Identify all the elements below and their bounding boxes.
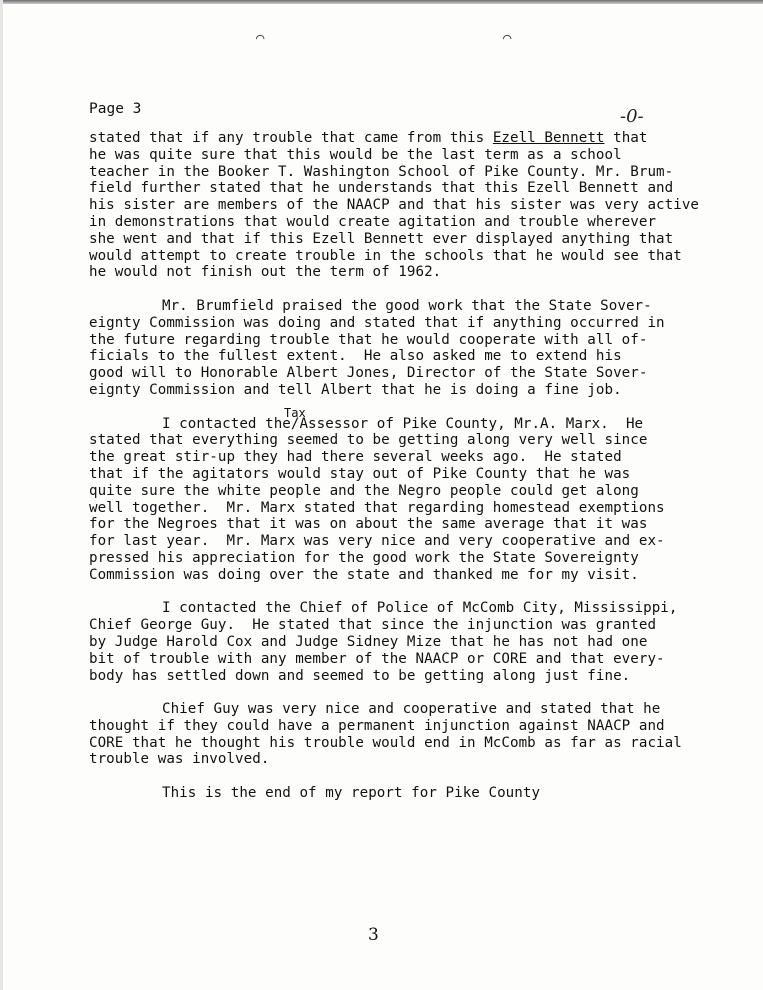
text-line: stated that if any trouble that came from this Ezell Bennett that — [89, 130, 648, 146]
text-line: eignty Commission was doing and stated that if anything occurred in — [89, 314, 665, 331]
text-line: thought if they could have a permanent injunction against NAACP and — [89, 717, 665, 734]
scan-left-edge — [0, 0, 3, 990]
text-line: the great stir-up they had there several weeks ago. He stated — [89, 449, 622, 466]
scan-mark: ⌒ — [256, 30, 265, 46]
page-number: 3 — [368, 925, 379, 945]
text-line: that if the agitators would stay out of Pike County that he was — [89, 465, 631, 482]
text-line: would attempt to create trouble in the schools that he would see that — [89, 247, 682, 264]
scan-mark: ⌒ — [503, 30, 512, 46]
text-line: his sister are members of the NAACP and that his sister was very active — [89, 197, 700, 214]
text-line: ficials to the fullest extent. He also asked me to extend his — [89, 348, 622, 365]
text-line: for the Negroes that it was on about the same average that it was — [89, 516, 648, 533]
text-line: Commission was doing over the state and thanked me for my visit. — [89, 566, 639, 583]
page-label: Page 3 — [89, 101, 142, 117]
handwritten-insertion: Tax — [284, 405, 306, 420]
text-line: field further stated that he understands that this Ezell Bennett and — [89, 180, 674, 197]
paragraph — [89, 298, 749, 399]
text-line: trouble was involved. — [89, 751, 270, 768]
paragraph — [89, 785, 749, 802]
text-line: Chief George Guy. He stated that since the injunction was granted — [89, 617, 657, 634]
report-body — [89, 130, 749, 819]
text-line: in demonstrations that would create agitation and trouble wherever — [89, 213, 657, 230]
text-line: CORE that he thought his trouble would end in McComb as far as racial — [89, 734, 682, 751]
text-line: he would not finish out the term of 1962. — [89, 264, 442, 281]
text-line: teacher in the Booker T. Washington School of Pike County. Mr. Brum- — [89, 163, 674, 180]
text-line: This is the end of my report for Pike County — [162, 785, 541, 802]
text-line: body has settled down and seemed to be getting along just fine. — [89, 667, 631, 684]
handwritten-mark: -0- — [620, 106, 644, 127]
paragraph — [89, 405, 749, 584]
text-line: quite sure the white people and the Negro people could get along — [89, 482, 639, 499]
text-line: I contacted the/Assessor of Pike County, Mr.A. Marx. He — [162, 415, 644, 432]
underlined-name: Ezell Bennett — [492, 130, 605, 146]
text-line: eignty Commission and tell Albert that he is doing a fine job. — [89, 381, 622, 398]
scan-top-edge — [0, 0, 763, 4]
text-line: he was quite sure that this would be the last term as a school — [89, 146, 622, 163]
paragraph — [89, 600, 749, 684]
paragraph — [89, 701, 749, 768]
text-line: bit of trouble with any member of the NAACP or CORE and that every- — [89, 650, 665, 667]
text-line: for last year. Mr. Marx was very nice and very cooperative and ex- — [89, 533, 665, 550]
text-line: by Judge Harold Cox and Judge Sidney Mize that he has not had one — [89, 633, 648, 650]
text-line: stated that everything seemed to be getting along very well since — [89, 432, 648, 449]
text-line: well together. Mr. Marx stated that regarding homestead exemptions — [89, 499, 665, 516]
text-line: I contacted the Chief of Police of McComb City, Mississippi, — [162, 600, 678, 617]
text-line: she went and that if this Ezell Bennett ever displayed anything that — [89, 230, 674, 247]
text-line: pressed his appreciation for the good work the State Sovereignty — [89, 549, 639, 566]
text-line: Chief Guy was very nice and cooperative and stated that he — [162, 701, 661, 718]
text-line: good will to Honorable Albert Jones, Director of the State Sover- — [89, 365, 648, 382]
paragraph — [89, 130, 749, 281]
text-line — [89, 130, 749, 147]
text-line: Mr. Brumfield praised the good work that the State Sover- — [162, 297, 652, 314]
text-line: the future regarding trouble that he would cooperate with all of- — [89, 331, 648, 348]
